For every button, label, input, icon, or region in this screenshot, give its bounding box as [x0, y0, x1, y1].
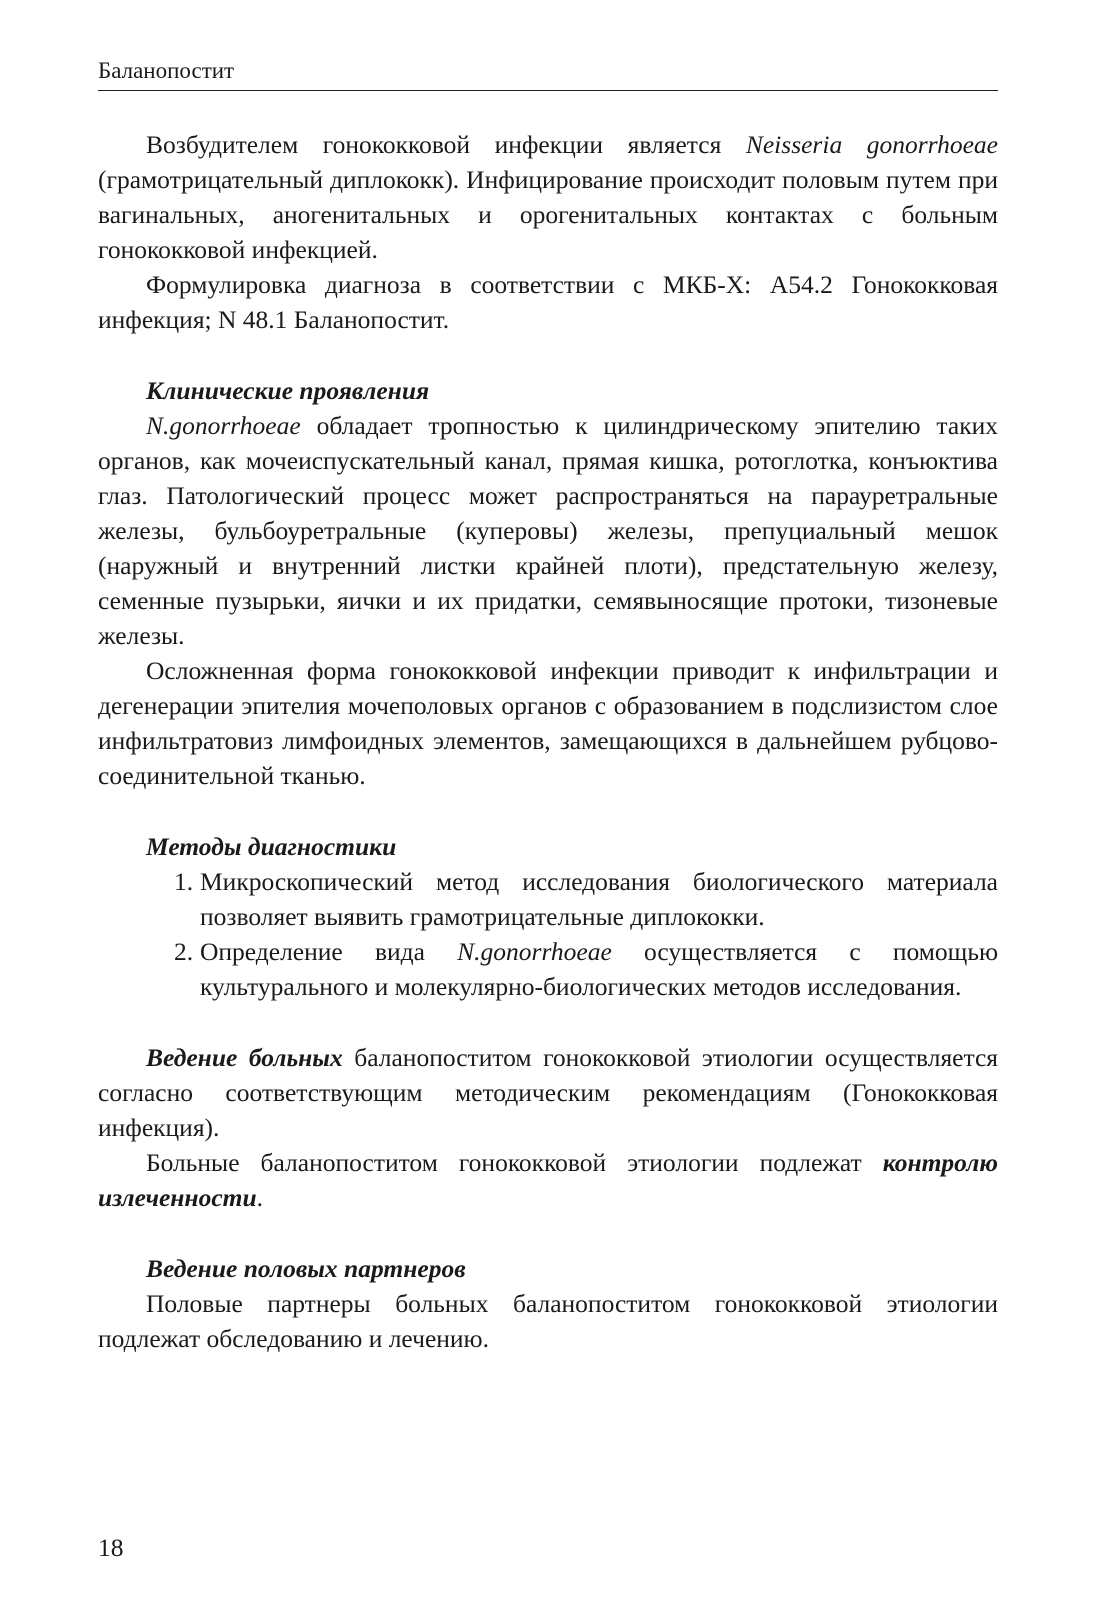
list-item-pathogen-name: N.gonorrhoeae	[457, 937, 612, 966]
management-term: Ведение больных	[146, 1043, 343, 1072]
list-item	[98, 864, 998, 934]
section-heading-partners: Ведение половых партнеров	[146, 1254, 466, 1283]
management-paragraph-2	[98, 1145, 998, 1215]
intro-paragraph-2: Формулировка диагноза в соответствии с МКБ-Х: А54.2 Гонококковая инфекция; N 48.1 Баланопостит.	[98, 270, 998, 334]
intro-p1-text-a: Возбудителем гонококковой инфекции является	[146, 130, 746, 159]
section-heading-diagnostics: Методы диагностики	[146, 832, 397, 861]
header-rule	[98, 90, 998, 91]
list-item-text-a: Определение вида	[200, 937, 458, 966]
list-item-text: Микроскопический метод исследования биологического материала позволяет выявить грамотрицательные диплококки.	[200, 867, 998, 931]
management-paragraph-1	[98, 1040, 998, 1145]
clinical-paragraph-1	[98, 408, 998, 653]
management-p1-text: баланопоститом гонококковой этиологии осуществляется согласно соответствующим методическим рекомендациям (Гонококковая инфекция).	[98, 1043, 998, 1142]
list-item-text-b: осуществляется с помощью культурального и молекулярно-биологических методов исследования.	[200, 937, 998, 1001]
intro-paragraph-1	[98, 127, 998, 267]
clinical-paragraph-2: Осложненная форма гонококковой инфекции приводит к инфильтрации и дегенерации эпителия мочеполовых органов с образованием в подслизистом слое инфильтратовиз лимфоидных элементов, замещающихся в дальнейшем рубцово-соединительной тканью.	[98, 656, 998, 790]
list-item-number: 2.	[174, 937, 194, 966]
list-item-number: 1.	[174, 867, 194, 896]
diagnostics-list	[98, 864, 998, 1004]
page-number: 18	[98, 1533, 124, 1562]
running-head: Баланопостит	[98, 58, 235, 83]
management-p2-text-b: .	[256, 1183, 264, 1212]
section-heading-clinical: Клинические проявления	[146, 376, 430, 405]
intro-p1-text-b: (грамотрицательный диплококк). Инфицирование происходит половым путем при вагинальных, аногенитальных и орогенитальных контактах с больным гонококковой инфекцией.	[98, 165, 998, 264]
pathogen-name: Neisseria gonorrhoeae	[745, 130, 998, 159]
clinical-p1-text: обладает тропностью к цилиндрическому эпителию таких органов, как мочеиспускательный канал, прямая кишка, ротоглотка, конъюктива глаз. Патологический процесс может распространяться на парауретральные железы, бульбоуретральные (куперовы) железы, препуциальный мешок (наружный и внутренний листки крайней плоти), предстательную железу, семенные пузырьки, яички и их придатки, семявыносящие протоки, тизоневые железы.	[98, 411, 998, 650]
clinical-pathogen-name: N.gonorrhoeae	[146, 411, 301, 440]
management-p2-text-a: Больные баланопоститом гонококковой этиологии подлежат	[146, 1148, 883, 1177]
page-body	[98, 127, 998, 1356]
cure-control-term: контролю излеченности	[98, 1148, 998, 1212]
partners-paragraph: Половые партнеры больных баланопоститом гонококковой этиологии подлежат обследованию и лечению.	[98, 1289, 998, 1353]
list-item	[98, 934, 998, 1004]
